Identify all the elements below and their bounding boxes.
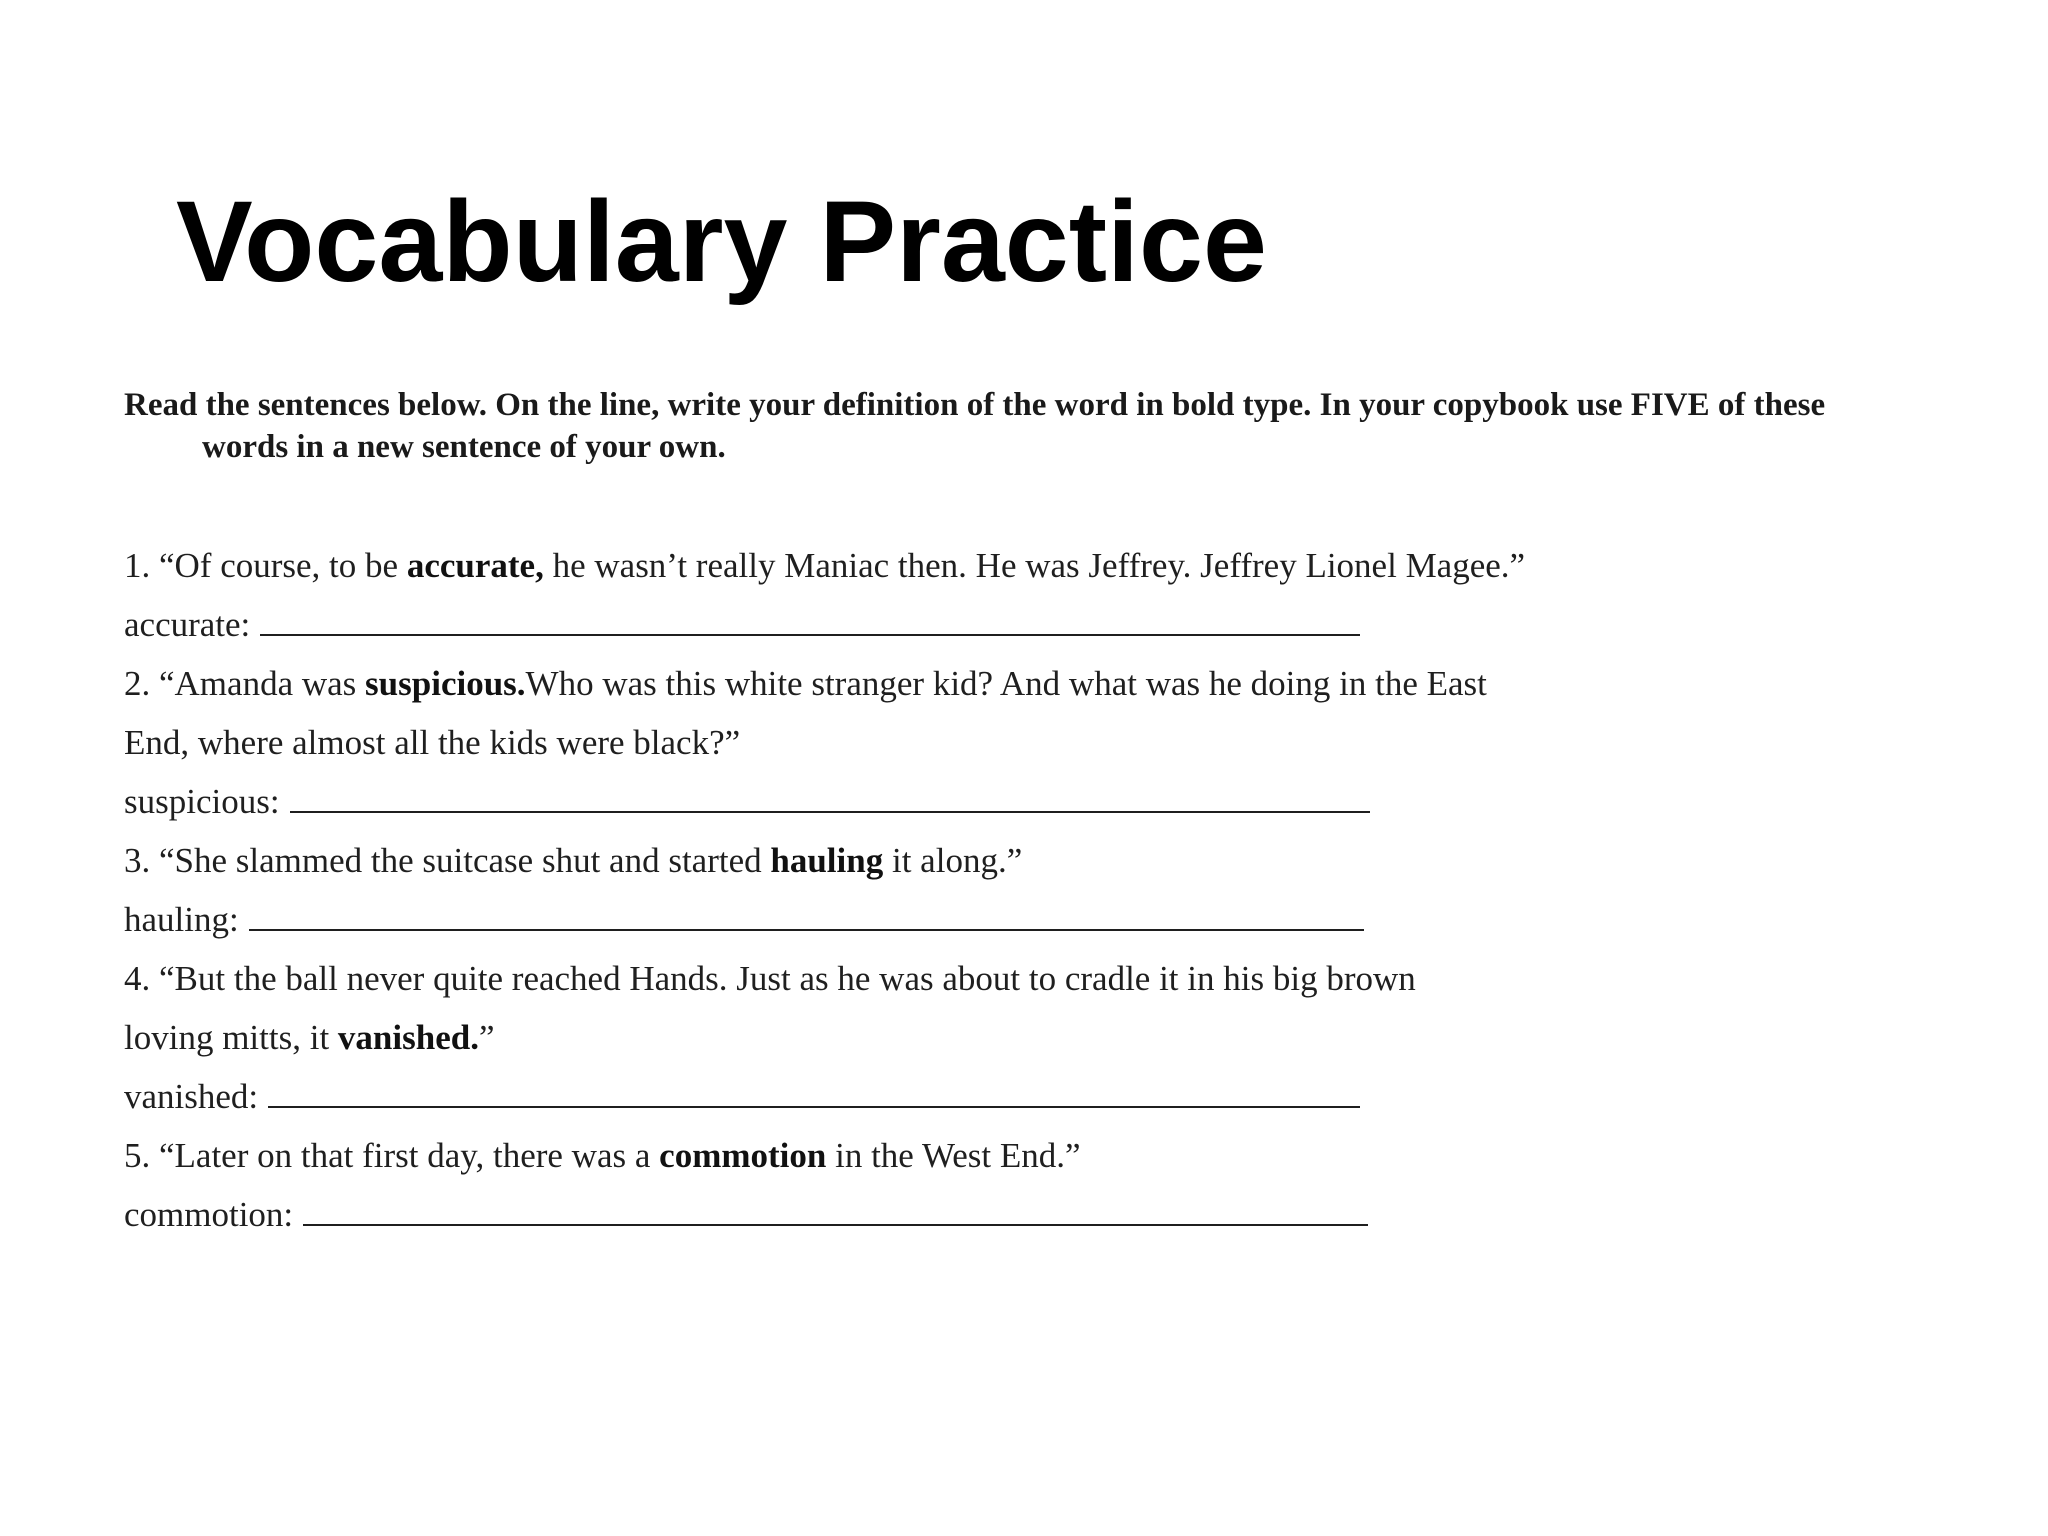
answer-row-5 [124,1193,1368,1237]
answer-line-hauling[interactable] [249,899,1364,931]
question-3-sentence [124,839,1022,883]
vocab-word-vanished: vanished. [337,1018,479,1057]
instructions-line-1: Read the sentences below. On the line, write your definition of the word in bold type. In your copybook use FIVE of these [124,387,1826,423]
sentence-text: “Later on that first day, there was a [159,1136,660,1175]
sentence-text: “Amanda was [159,664,366,703]
sentence-text: End, where almost all the kids were black?” [124,723,741,762]
sentence-text: Who was this white stranger kid? And what was he doing in the East [525,664,1487,703]
sentence-text: “She slammed the suitcase shut and started [159,841,771,880]
sentence-text: loving mitts, it [124,1018,338,1057]
answer-line-vanished[interactable] [268,1076,1360,1108]
question-4-sentence-continued [124,1016,495,1060]
sentence-text: it along.” [883,841,1023,880]
vocab-word-hauling: hauling [770,841,884,880]
answer-label: hauling: [124,900,239,939]
page-title: Vocabulary Practice [176,178,1267,306]
question-number: 5. [124,1136,151,1175]
answer-row-4 [124,1075,1360,1119]
question-number: 1. [124,546,151,585]
answer-row-2 [124,780,1370,824]
answer-row-3 [124,898,1364,942]
answer-line-commotion[interactable] [303,1194,1368,1226]
vocab-word-suspicious: suspicious. [365,664,526,703]
answer-row-1 [124,603,1360,647]
sentence-text: “Of course, to be [159,546,407,585]
sentence-text: “But the ball never quite reached Hands. Just as he was about to cradle it in his big brown [159,959,1416,998]
instructions-line-2: words in a new sentence of your own. [202,429,726,465]
sentence-text: in the West End.” [826,1136,1081,1175]
question-2-sentence [124,662,1487,706]
sentence-text: ” [478,1018,495,1057]
answer-line-accurate[interactable] [260,604,1360,636]
answer-label: commotion: [124,1195,294,1234]
sentence-text: he wasn’t really Maniac then. He was Jeffrey. Jeffrey Lionel Magee.” [543,546,1526,585]
question-2-sentence-continued [124,721,740,765]
question-4-sentence [124,957,1416,1001]
question-number: 2. [124,664,151,703]
question-number: 4. [124,959,151,998]
vocab-word-accurate: accurate, [406,546,544,585]
answer-line-suspicious[interactable] [290,781,1370,813]
question-number: 3. [124,841,151,880]
question-1-sentence [124,544,1525,588]
answer-label: accurate: [124,605,251,644]
answer-label: suspicious: [124,782,280,821]
vocab-word-commotion: commotion [659,1136,827,1175]
answer-label: vanished: [124,1077,259,1116]
instructions [124,384,2004,468]
question-5-sentence [124,1134,1081,1178]
